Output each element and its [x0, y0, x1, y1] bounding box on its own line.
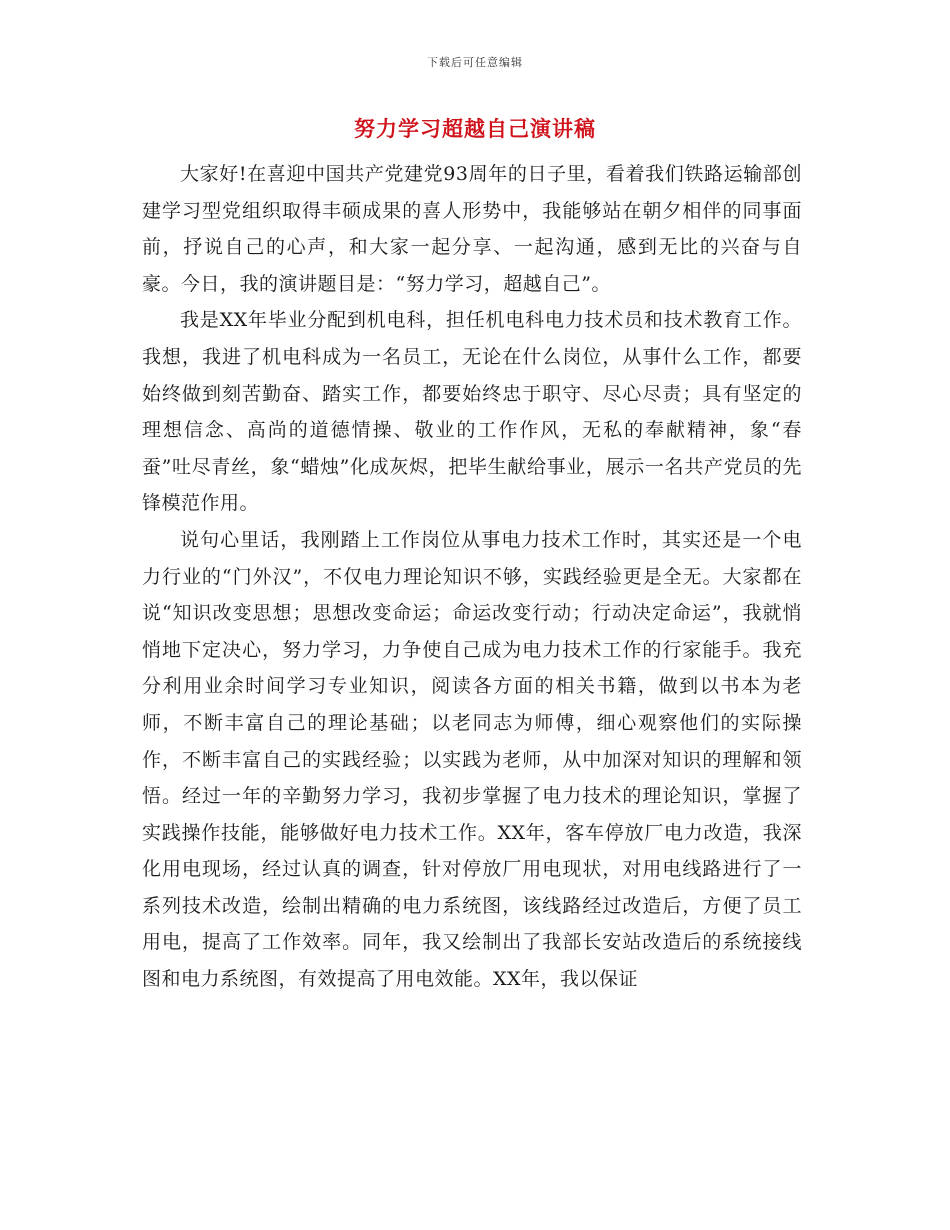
paragraph: 大家好!在喜迎中国共产党建党93周年的日子里，看着我们铁路运输部创建学习型党组织取得丰硕成果的喜人形势中，我能够站在朝夕相伴的同事面前，抒说自己的心声，和大家一起分享、一起沟通，感到无比的兴奋与自豪。今日，我的演讲题目是：“努力学习，超越自己”。 — [142, 163, 802, 295]
document-title: 努力学习超越自己演讲稿 — [354, 116, 596, 141]
paragraph: 说句心里话，我刚踏上工作岗位从事电力技术工作时，其实还是一个电力行业的“门外汉”，不仅电力理论知识不够，实践经验更是全无。大家都在说“知识改变思想；思想改变命运；命运改变行动；行动决定命运”，我就悄悄地下定决心，努力学习，力争使自己成为电力技术工作的行家能手。我充分利用业余时间学习专业知识，阅读各方面的相关书籍，做到以书本为老师，不断丰富自己的理论基础；以老同志为师傅，细心观察他们的实际操作，不断丰富自己的实践经验；以实践为老师，从中加深对知识的理解和领悟。经过一年的辛勤努力学习，我初步掌握了电力技术的理论知识，掌握了实践操作技能，能够做好电力技术工作。XX年，客车停放厂电力改造，我深化用电现场，经过认真的调查，针对停放厂用电现状，对用电线路进行了一系列技术改造，绘制出精确的电力系统图，该线路经过改造后，方便了员工用电，提高了工作效率。同年，我又绘制出了我部长安站改造后的系统接线图和电力系统图，有效提高了用电效能。XX年，我以保证 — [142, 528, 802, 991]
document-body — [142, 156, 802, 998]
paragraph: 我是XX年毕业分配到机电科，担任机电科电力技术员和技术教育工作。我想，我进了机电科成为一名员工，无论在什么岗位，从事什么工作，都要始终做到刻苦勤奋、踏实工作，都要始终忠于职守、尽心尽责；具有坚定的理想信念、高尚的道德情操、敬业的工作作风，无私的奉献精神，象“春蚕”吐尽青丝，象“蜡烛”化成灰烬，把毕生献给事业，展示一名共产党员的先锋模范作用。 — [142, 309, 802, 515]
header-note: 下载后可任意编辑 — [427, 56, 523, 69]
